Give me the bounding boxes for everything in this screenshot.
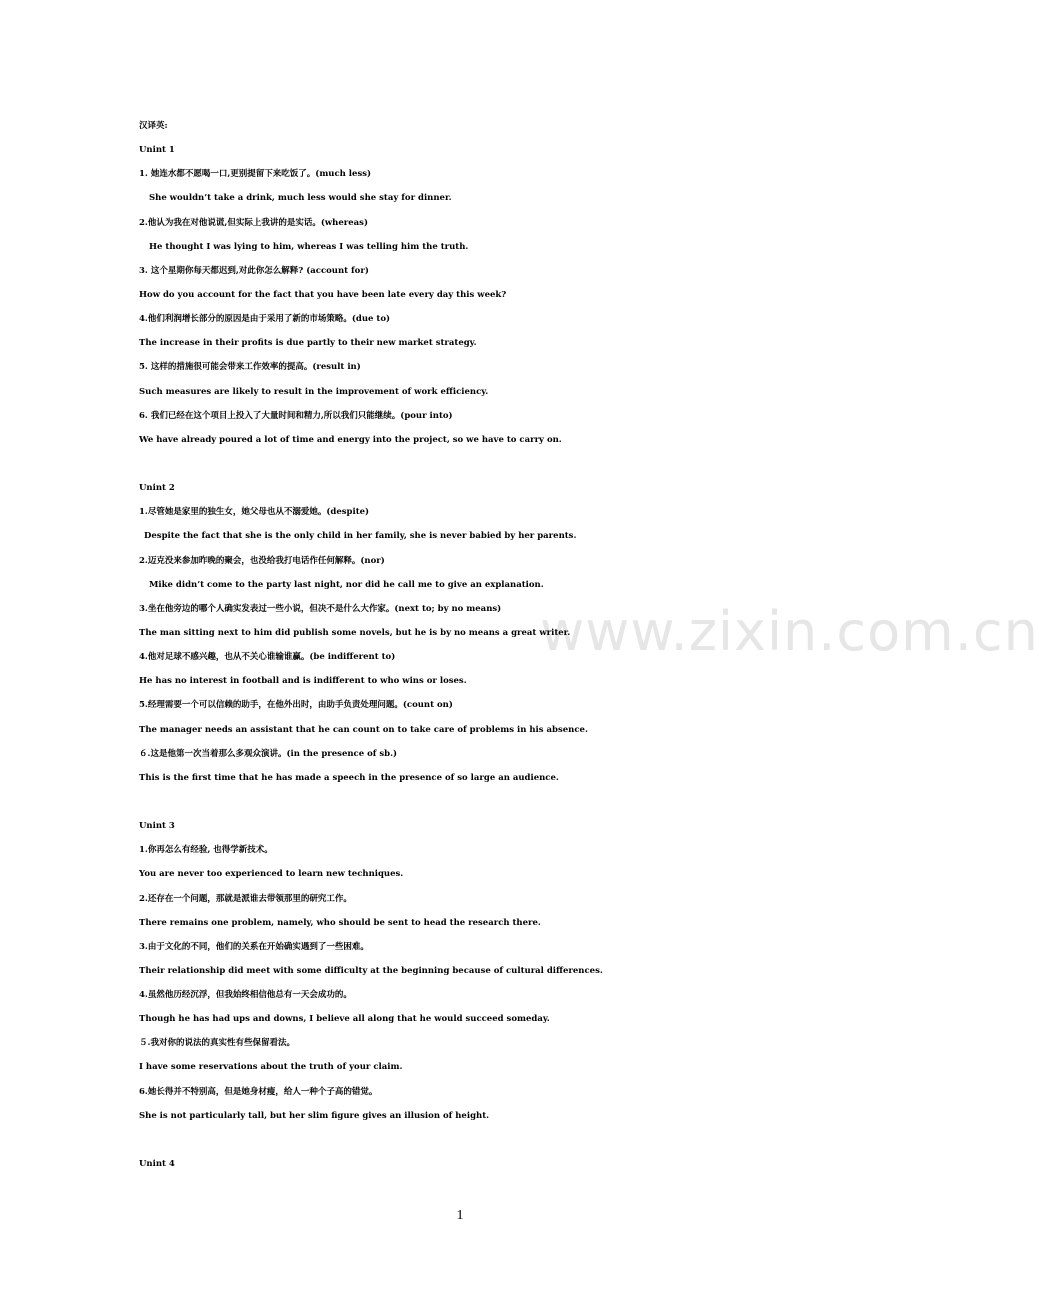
watermark: www.zixin.com.cn [540,600,1039,663]
chinese-sentence: 4.虽然他历经沉浮，但我始终相信他总有一天会成功的。 [139,990,352,1001]
document-body [139,114,779,1176]
chinese-sentence: 2.迈克没来参加昨晚的聚会，也没给我打电话作任何解释。(nor) [139,555,385,566]
english-translation: Their relationship did meet with some difficulty at the beginning because of cultural differences. [139,965,603,976]
chinese-sentence: 2.他认为我在对他说谎,但实际上我讲的是实话。(whereas) [139,217,368,228]
document-title: 汉译英: [139,121,168,131]
english-translation: I have some reservations about the truth of your claim. [139,1062,403,1073]
chinese-sentence: 1. 她连水都不愿喝一口,更别提留下来吃饭了。(much less) [139,169,372,180]
unit-heading: Unint 2 [139,483,175,494]
english-translation: Mike didn’t come to the party last night, nor did he call me to give an explanation. [149,579,544,590]
english-translation: There remains one problem, namely, who should be sent to head the research there. [139,917,541,928]
english-translation: She wouldn’t take a drink, much less would she stay for dinner. [149,193,452,204]
chinese-sentence: ５.我对你的说法的真实性有些保留看法。 [139,1038,295,1049]
chinese-sentence: 5. 这样的措施很可能会带来工作效率的提高。(result in) [139,362,361,373]
english-translation: She is not particularly tall, but her slim figure gives an illusion of height. [139,1110,490,1121]
chinese-sentence: 6. 我们已经在这个项目上投入了大量时间和精力,所以我们只能继续。(pour into) [139,410,453,421]
section-gap [139,790,779,814]
english-translation: We have already poured a lot of time and energy into the project, so we have to carry on. [139,434,562,445]
section-gap [139,452,779,476]
english-translation: Such measures are likely to result in the improvement of work efficiency. [139,386,489,397]
english-translation: Though he has had ups and downs, I believe all along that he would succeed someday. [139,1014,550,1025]
unit-heading: Unint 4 [139,1159,175,1170]
chinese-sentence: 6.她长得并不特别高，但是她身材瘦，给人一种个子高的错觉。 [139,1086,378,1097]
page-number: 1 [456,1208,464,1223]
english-translation: This is the first time that he has made a speech in the presence of so large an audience. [139,772,559,783]
english-translation: He thought I was lying to him, whereas I was telling him the truth. [149,241,469,252]
chinese-sentence: 3. 这个星期你每天都迟到,对此你怎么解释? (account for) [139,265,369,276]
english-translation: How do you account for the fact that you have been late every day this week? [139,289,507,300]
chinese-sentence: 3.由于文化的不同，他们的关系在开始确实遇到了一些困难。 [139,941,369,952]
chinese-sentence: 2.还存在一个问题，那就是派谁去带领那里的研究工作。 [139,893,352,904]
english-translation: The manager needs an assistant that he can count on to take care of problems in his absence. [139,724,588,735]
chinese-sentence: 1.尽管她是家里的独生女，她父母也从不溺爱她。(despite) [139,507,370,518]
chinese-sentence: ６.这是他第一次当着那么多观众演讲。(in the presence of sb.) [139,748,398,759]
chinese-sentence: 4.他们利润增长部分的原因是由于采用了新的市场策略。(due to) [139,314,391,325]
english-translation: The increase in their profits is due partly to their new market strategy. [139,338,477,349]
chinese-sentence: 4.他对足球不感兴趣，也从不关心谁输谁赢。(be indifferent to) [139,652,396,663]
unit-heading: Unint 3 [139,821,175,832]
english-translation: Despite the fact that she is the only child in her family, she is never babied by her parents. [144,531,577,542]
chinese-sentence: 1.你再怎么有经验, 也得学新技术。 [139,845,273,856]
english-translation: He has no interest in football and is indifferent to who wins or loses. [139,676,467,687]
section-gap [139,1128,779,1152]
english-translation: You are never too experienced to learn new techniques. [139,869,404,880]
english-translation: The man sitting next to him did publish some novels, but he is by no means a great writer. [139,627,571,638]
chinese-sentence: 3.坐在他旁边的哪个人确实发表过一些小说，但决不是什么大作家。(next to; by no means) [139,603,502,614]
chinese-sentence: 5.经理需要一个可以信赖的助手，在他外出时，由助手负责处理问题。(count on) [139,700,453,711]
unit-heading: Unint 1 [139,145,175,156]
